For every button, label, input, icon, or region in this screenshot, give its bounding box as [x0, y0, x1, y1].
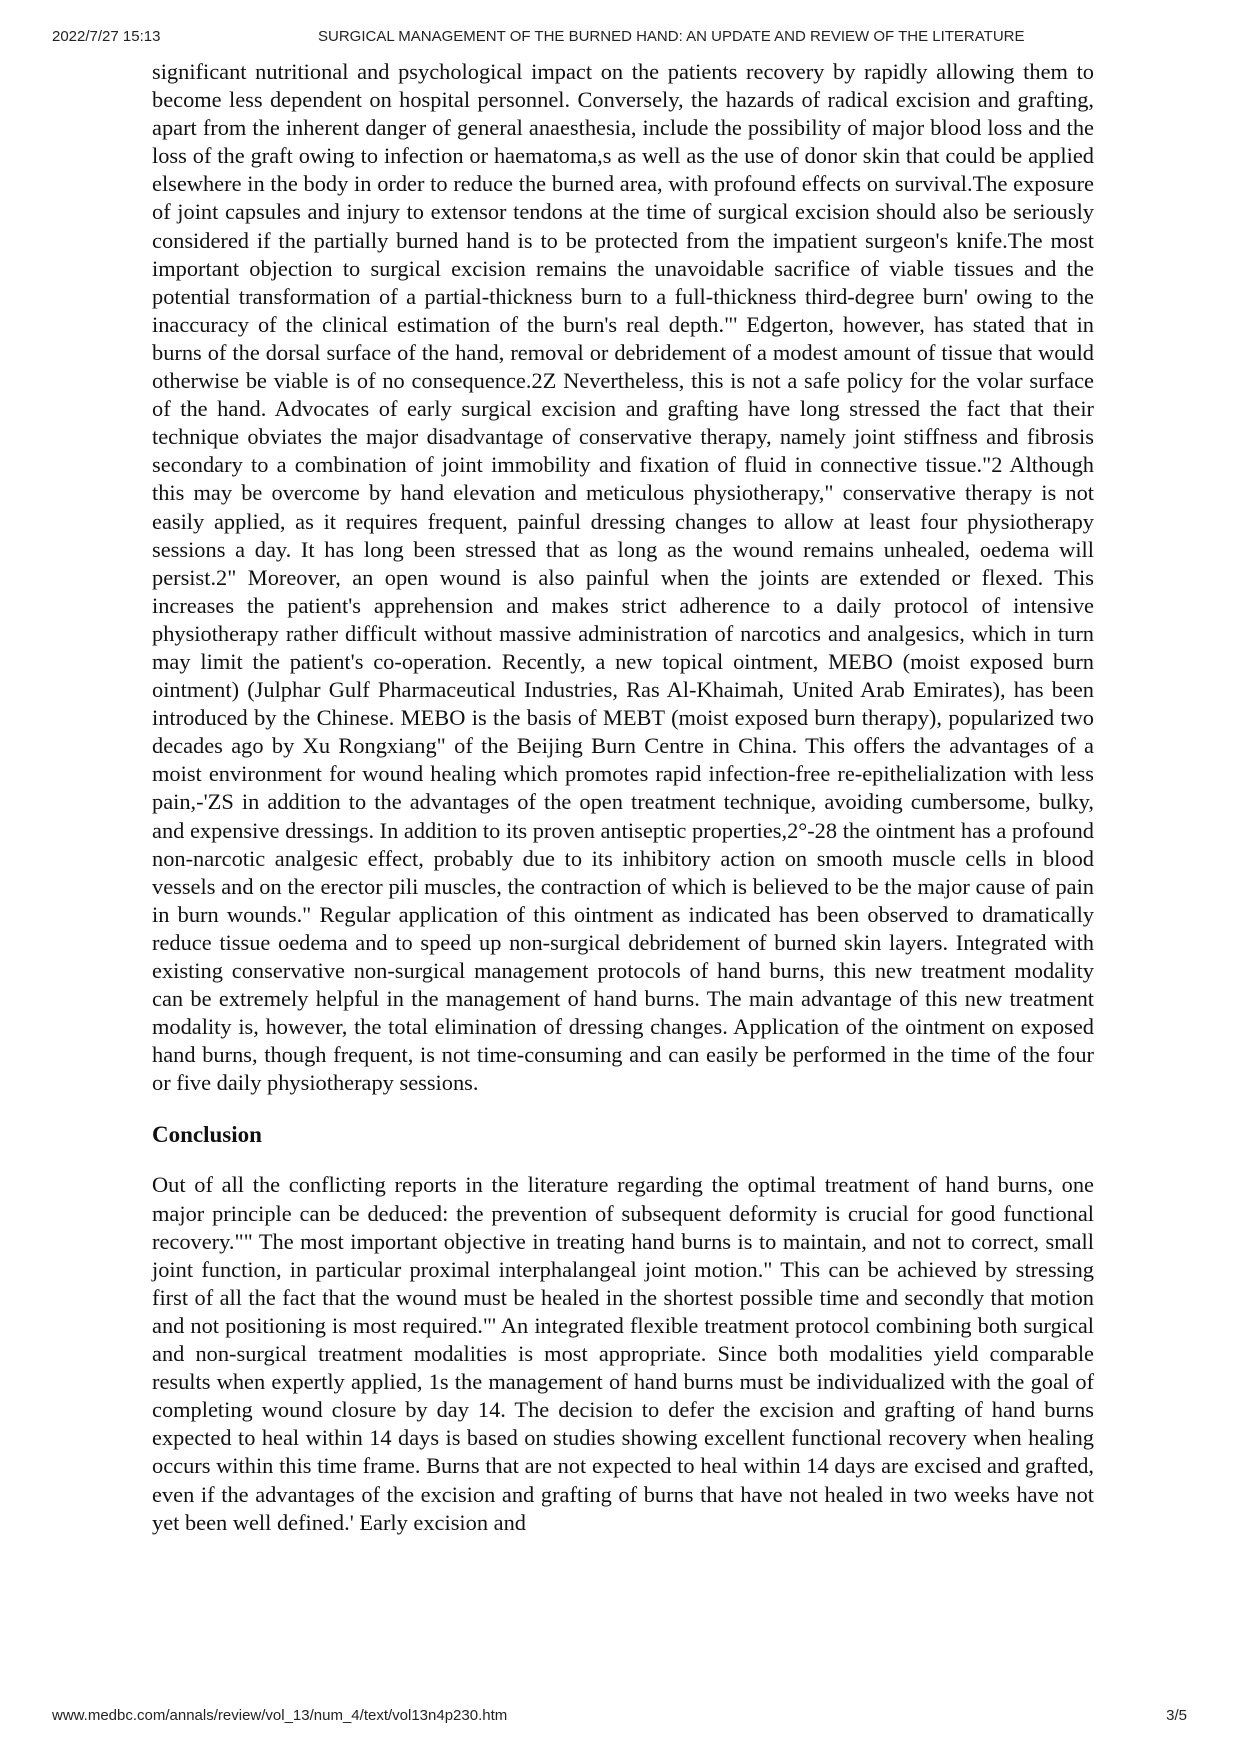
- source-url[interactable]: www.medbc.com/annals/review/vol_13/num_4/text/vol13n4p230.htm: [52, 1707, 508, 1724]
- article-body: [152, 58, 1094, 1537]
- page-header: [0, 28, 1239, 50]
- page-number: 3/5: [1166, 1707, 1187, 1724]
- body-paragraph-conclusion: Out of all the conflicting reports in the literature regarding the optimal treatment of hand burns, one major principle can be deduced: the prevention of subsequent deformity is crucial for good functional recovery."" The most important objective in treating hand burns is to maintain, and not to correct, small joint function, in particular proximal interphalangeal joint motion." This can be achieved by stressing first of all the fact that the wound must be healed in the shortest possible time and secondly that motion and not positioning is most required."' An integrated flexible treatment protocol combining both surgical and non-surgical treatment modalities is most appropriate. Since both modalities yield comparable results when expertly applied, 1s the management of hand burns must be individualized with the goal of completing wound closure by day 14. The decision to defer the excision and grafting of hand burns expected to heal within 14 days is based on studies showing excellent functional recovery when healing occurs within this time frame. Burns that are not expected to heal within 14 days are excised and grafted, even if the advantages of the excision and grafting of burns that have not healed in two weeks have not yet been well defined.' Early excision and: [152, 1172, 1094, 1535]
- document-title: SURGICAL MANAGEMENT OF THE BURNED HAND: AN UPDATE AND REVIEW OF THE LITERATURE: [318, 28, 1025, 45]
- print-timestamp: 2022/7/27 15:13: [52, 28, 161, 45]
- body-paragraph-continued: significant nutritional and psychological impact on the patients recovery by rapidly allowing them to become less dependent on hospital personnel. Conversely, the hazards of radical excision and grafting, apart from the inherent danger of general anaesthesia, include the possibility of major blood loss and the loss of the graft owing to infection or haematoma,s as well as the use of donor skin that could be applied elsewhere in the body in order to reduce the burned area, with profound effects on survival.The exposure of joint capsules and injury to extensor tendons at the time of surgical excision should also be seriously considered if the partially burned hand is to be protected from the impatient surgeon's knife.The most important objection to surgical excision remains the unavoidable sacrifice of viable tissues and the potential transformation of a partial-thickness burn to a full-thickness third-degree burn' owing to the inaccuracy of the clinical estimation of the burn's real depth."' Edgerton, however, has stated that in burns of the dorsal surface of the hand, removal or debridement of a modest amount of tissue that would otherwise be viable is of no consequence.2Z Nevertheless, this is not a safe policy for the volar surface of the hand. Advocates of early surgical excision and grafting have long stressed the fact that their technique obviates the major disadvantage of conservative therapy, namely joint stiffness and fibrosis secondary to a combination of joint immobility and fixation of fluid in connective tissue."2 Although this may be overcome by hand elevation and meticulous physiotherapy," conservative therapy is not easily applied, as it requires frequent, painful dressing changes to allow at least four physiotherapy sessions a day. It has long been stressed that as long as the wound remains unhealed, oedema will persist.2" Moreover, an open wound is also painful when the joints are extended or flexed. This increases the patient's apprehension and makes strict adherence to a daily protocol of intensive physiotherapy rather difficult without massive administration of narcotics and analgesics, which in turn may limit the patient's co-operation. Recently, a new topical ointment, MEBO (moist exposed burn ointment) (Julphar Gulf Pharmaceutical Industries, Ras Al-Khaimah, United Arab Emirates), has been introduced by the Chinese. MEBO is the basis of MEBT (moist exposed burn therapy), popularized two decades ago by Xu Rongxiang" of the Beijing Burn Centre in China. This offers the advantages of a moist environment for wound healing which promotes rapid infection-free re-epithelialization with less pain,-'ZS in addition to the advantages of the open treatment technique, avoiding cumbersome, bulky, and expensive dressings. In addition to its proven antiseptic properties,2°-28 the ointment has a profound non-narcotic analgesic effect, probably due to its inhibitory action on smooth muscle cells in blood vessels and on the erector pili muscles, the contraction of which is believed to be the major cause of pain in burn wounds." Regular application of this ointment as indicated has been observed to dramatically reduce tissue oedema and to speed up non-surgical debridement of burned skin layers. Integrated with existing conservative non-surgical management protocols of hand burns, this new treatment modality can be extremely helpful in the management of hand burns. The main advantage of this new treatment modality is, however, the total elimination of dressing changes. Application of the ointment on exposed hand burns, though frequent, is not time-consuming and can easily be performed in the time of the four or five daily physiotherapy sessions.: [152, 59, 1094, 1096]
- section-heading-conclusion: Conclusion: [152, 1122, 262, 1148]
- page-footer: [0, 1707, 1239, 1729]
